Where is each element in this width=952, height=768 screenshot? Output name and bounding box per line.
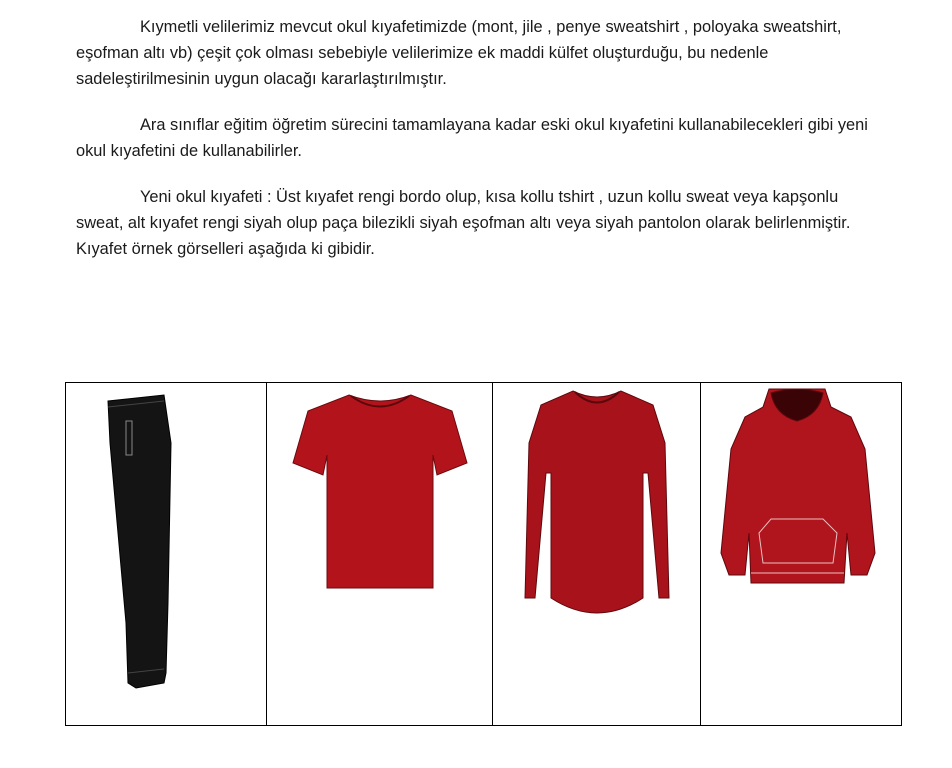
tshirt-shape xyxy=(293,395,467,588)
long-sleeve-shape xyxy=(525,391,669,613)
table-cell-sweatpants xyxy=(66,383,267,725)
sweatpants-shape xyxy=(108,395,171,688)
table-cell-tshirt xyxy=(267,383,493,725)
paragraph-uniform-simplification: Kıymetli velilerimiz mevcut okul kıyafetimizde (mont, jile , penye sweatshirt , poloyaka sweatshirt, eşofman altı vb) çeşit çok olması sebebiyle velilerimize ek maddi külfet oluşturduğu, bu nedenle sadeleştirilmesinin uygun olacağı kararlaştırılmıştır. xyxy=(76,18,842,88)
paragraph-new-uniform: Yeni okul kıyafeti : Üst kıyafet rengi bordo olup, kısa kollu tshirt , uzun kollu sweat veya kapşonlu sweat, alt kıyafet rengi siyah olup paça bilezikli siyah eşofman altı veya siyah pantolon olarak belirlenmiştir. Kıyafet örnek görselleri aşağıda ki gibidir. xyxy=(76,188,851,258)
table-cell-long-sleeve xyxy=(493,383,701,725)
black-sweatpants-icon xyxy=(66,383,267,725)
bordo-hooded-sweat-icon xyxy=(701,383,901,725)
paragraph-transition-period: Ara sınıflar eğitim öğretim sürecini tamamlayana kadar eski okul kıyafetini kullanabilecekleri gibi yeni okul kıyafetini de kullanabilirler. xyxy=(76,116,868,160)
bordo-long-sleeve-sweat-icon xyxy=(493,383,701,725)
bordo-short-sleeve-tshirt-icon xyxy=(267,383,493,725)
uniform-images-table xyxy=(65,382,902,726)
table-cell-hoodie xyxy=(701,383,901,725)
document-body xyxy=(76,14,876,282)
